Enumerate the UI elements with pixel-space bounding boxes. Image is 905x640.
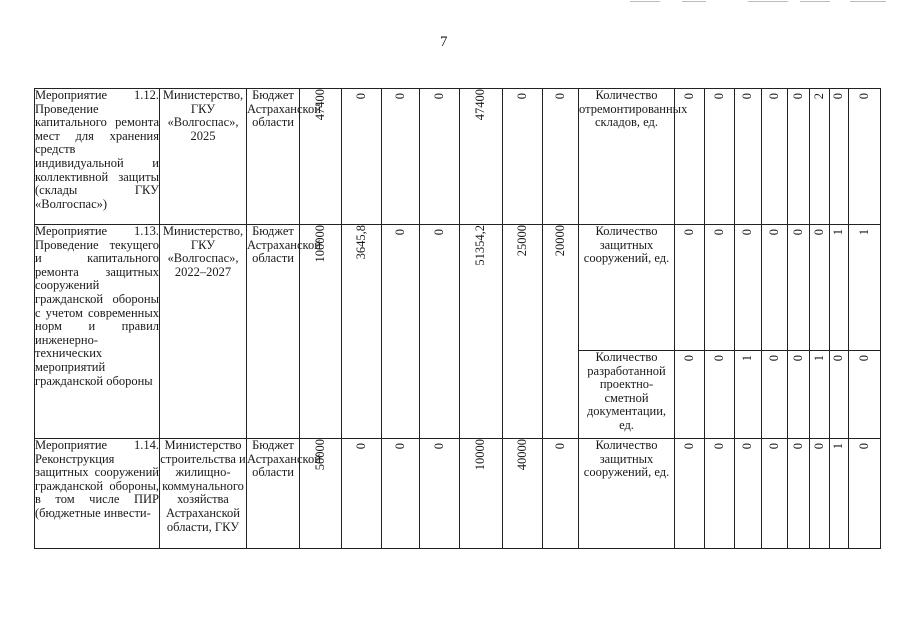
indicator-value-cell: 0: [705, 89, 735, 225]
amount-year-cell: 0: [382, 439, 420, 549]
indicator-value-cell: 0: [675, 351, 705, 439]
table-row-measure-1-14: [35, 439, 881, 549]
indicator-name-cell: Количество отремонтированных складов, ед.: [579, 89, 675, 225]
measure-cell: Мероприятие 1.14. Реконструкция защитных сооружений гражданской обороны, в том числе ПИР (бюджетные инвести-: [35, 439, 160, 549]
executor-cell: Министерство, ГКУ «Волгоспас», 2025: [160, 89, 247, 225]
indicator-value-cell: 0: [849, 439, 881, 549]
amount-year-cell: 0: [382, 89, 420, 225]
indicator-value-cell: 1: [810, 351, 830, 439]
amount-year-cell: 47400: [460, 89, 503, 225]
indicator-value-cell: 0: [762, 439, 788, 549]
amount-year-cell: 0: [543, 439, 579, 549]
amount-total-cell: 47400: [300, 89, 342, 225]
indicator-value-cell: 0: [735, 89, 762, 225]
funding-source-cell: Бюджет Астраханской области: [247, 225, 300, 439]
top-edge-marks: [0, 0, 905, 6]
indicator-value-cell: 0: [675, 439, 705, 549]
indicator-name-cell: Количество защитных сооружений, ед.: [579, 225, 675, 351]
indicator-value-cell: 0: [849, 89, 881, 225]
table-row-measure-1-12: [35, 89, 881, 225]
indicator-value-cell: 1: [830, 225, 849, 351]
amount-year-cell: 10000: [460, 439, 503, 549]
indicator-value-cell: 0: [735, 439, 762, 549]
indicator-value-cell: 1: [735, 351, 762, 439]
measure-cell: Мероприятие 1.13. Проведение текущего и капитального ремонта защитных сооружений гражданской обороны с учетом современных норм и правил инженерно-технических мероприятий гражданской обороны: [35, 225, 160, 439]
indicator-value-cell: 0: [705, 351, 735, 439]
indicator-value-cell: 0: [810, 225, 830, 351]
indicator-value-cell: 0: [849, 351, 881, 439]
amount-total-cell: 100000: [300, 225, 342, 439]
indicator-value-cell: 0: [788, 439, 810, 549]
amount-year-cell: 0: [342, 439, 382, 549]
indicator-value-cell: 0: [810, 439, 830, 549]
funding-source-cell: Бюджет Астраханской области: [247, 89, 300, 225]
table-row-measure-1-13: [35, 225, 881, 351]
amount-year-cell: 3645,8: [342, 225, 382, 439]
indicator-name-cell: Количество разработанной проектно-сметной документации, ед.: [579, 351, 675, 439]
indicator-value-cell: 2: [810, 89, 830, 225]
indicator-value-cell: 0: [705, 439, 735, 549]
amount-total-cell: 50000: [300, 439, 342, 549]
amount-year-cell: 51354,2: [460, 225, 503, 439]
executor-cell: Министерство строительства и жилищно-коммунального хозяйства Астраханской области, ГКУ: [160, 439, 247, 549]
indicator-value-cell: 0: [762, 351, 788, 439]
indicator-value-cell: 1: [830, 439, 849, 549]
indicator-value-cell: 0: [735, 225, 762, 351]
indicator-value-cell: 0: [788, 351, 810, 439]
amount-year-cell: 0: [420, 439, 460, 549]
indicator-value-cell: 0: [762, 225, 788, 351]
indicator-value-cell: 0: [830, 351, 849, 439]
amount-year-cell: 0: [382, 225, 420, 439]
indicator-value-cell: 0: [830, 89, 849, 225]
indicator-value-cell: 0: [788, 89, 810, 225]
amount-year-cell: 0: [420, 225, 460, 439]
indicator-value-cell: 0: [762, 89, 788, 225]
amount-year-cell: 0: [503, 89, 543, 225]
amount-year-cell: 40000: [503, 439, 543, 549]
amount-year-cell: 0: [342, 89, 382, 225]
indicator-value-cell: 0: [705, 225, 735, 351]
amount-year-cell: 20000: [543, 225, 579, 439]
executor-cell: Министерство, ГКУ «Волгоспас», 2022–2027: [160, 225, 247, 439]
indicator-value-cell: 0: [675, 225, 705, 351]
funding-source-cell: Бюджет Астраханской области: [247, 439, 300, 549]
indicator-value-cell: 0: [788, 225, 810, 351]
indicator-name-cell: Количество защитных сооружений, ед.: [579, 439, 675, 549]
program-table: [34, 88, 881, 549]
amount-year-cell: 0: [420, 89, 460, 225]
page-number: 7: [440, 34, 448, 50]
indicator-value-cell: 1: [849, 225, 881, 351]
measure-cell: Мероприятие 1.12. Проведение капитального ремонта мест для хранения средств индивидуальной и коллективной защиты (склады ГКУ «Волгоспас»): [35, 89, 160, 225]
indicator-value-cell: 0: [675, 89, 705, 225]
amount-year-cell: 0: [543, 89, 579, 225]
amount-year-cell: 25000: [503, 225, 543, 439]
